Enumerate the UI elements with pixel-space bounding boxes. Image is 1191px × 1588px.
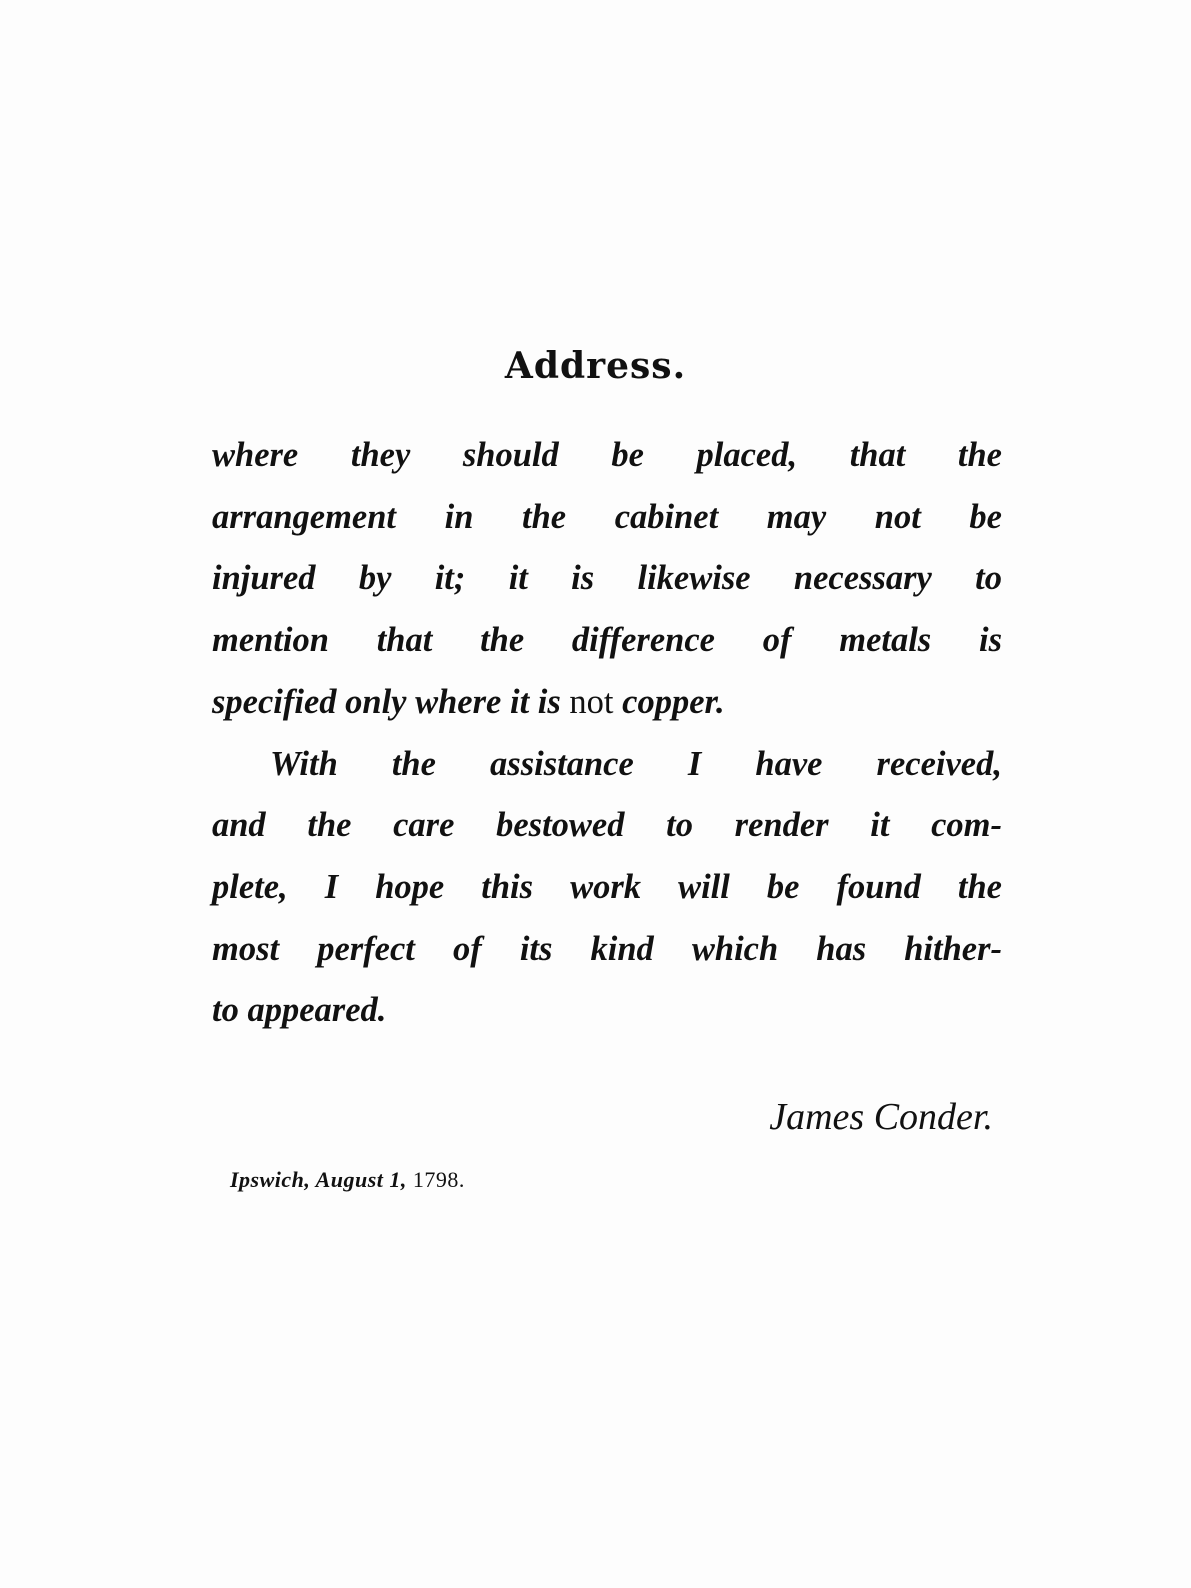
page-heading: Address. <box>504 345 687 387</box>
text-line: plete, I hope this work will be found the <box>212 867 1002 906</box>
text-fragment: copper. <box>622 682 725 721</box>
text-line: injured by it; it is likewise necessary to <box>212 559 1002 598</box>
text-line: and the care bestowed to render it com- <box>212 806 1002 845</box>
text-line: to appeared. <box>212 991 387 1030</box>
body-text <box>212 425 1002 1042</box>
text-line: With the assistance I have received, <box>270 744 1002 783</box>
signature: James Conder. <box>769 1096 993 1138</box>
place-and-date <box>230 1167 465 1193</box>
text-line: where they should be placed, that the <box>212 436 1002 474</box>
place-text: Ipswich, August 1, <box>230 1167 407 1192</box>
text-line <box>212 672 1002 734</box>
text-line: most perfect of its kind which has hither- <box>212 929 1002 968</box>
text-fragment: specified only where it is <box>212 682 561 721</box>
upright-word: not <box>569 682 614 721</box>
year-text: 1798. <box>412 1167 465 1192</box>
text-line: mention that the difference of metals is <box>212 621 1002 660</box>
text-line: arrangement in the cabinet may not be <box>212 497 1002 536</box>
